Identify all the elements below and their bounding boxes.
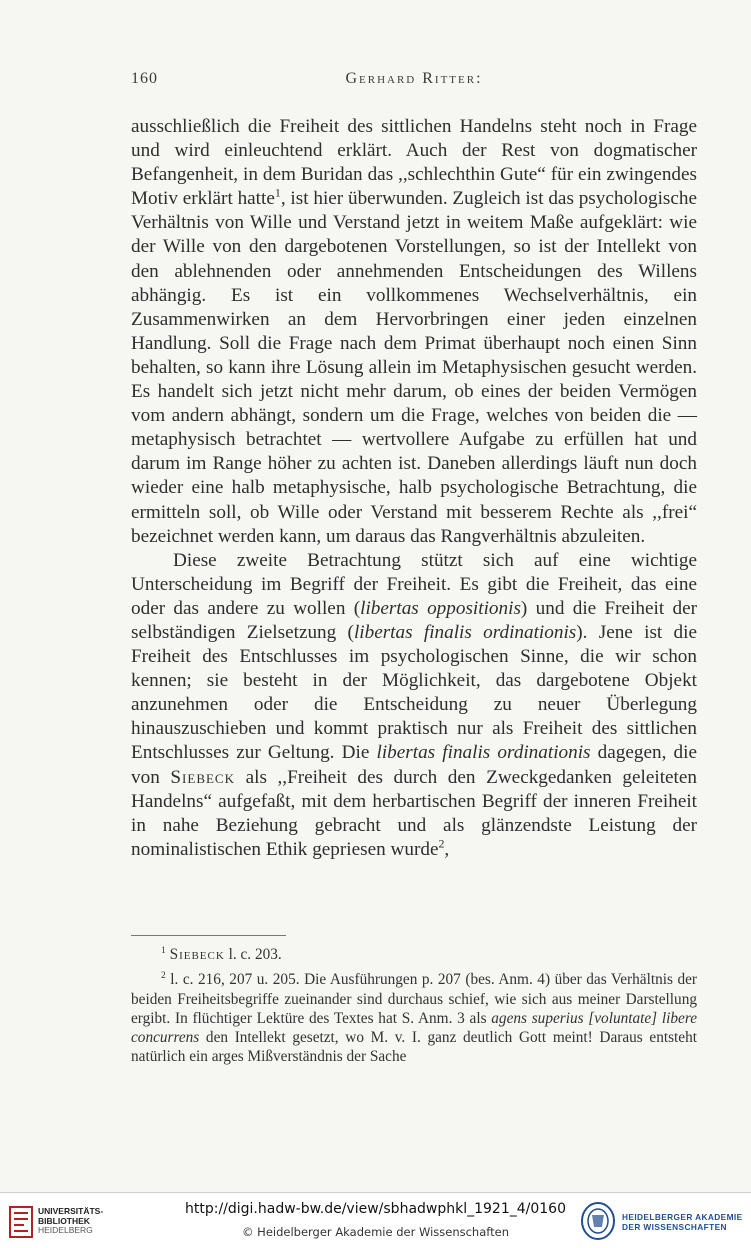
footnote-ref-2: 2 xyxy=(438,836,445,851)
running-title: Gerhard Ritter: xyxy=(345,70,483,87)
footnote-divider xyxy=(131,935,286,936)
academy-seal-icon xyxy=(580,1201,616,1241)
latin-term: libertas finalis ordinationis xyxy=(376,742,591,764)
running-head xyxy=(131,70,697,94)
copyright-notice: © Heidelberger Akademie der Wissenschaften xyxy=(242,1225,509,1239)
author-name: Siebeck xyxy=(170,766,235,788)
footnote-1: $^1$ Siebeck l. c. 203. xyxy=(161,945,282,963)
paragraph-1: ausschließlich die Freiheit des sittlichen Handelns steht noch in Frage und wird einleuchtend erklärt. Auch der Rest von dogmatischer Befangenheit, in dem Buridan das ,,schlechthin Gute“ für ein zwingendes Motiv erklärt hatte$^1$, ist hier überwunden. Zugleich ist das psychologische Verhältnis von Wille und Verstand jetzt in weitem Maße aufgeklärt: wie der Wille von den dargebotenen Vorstellungen, so ist der Intellekt von den ablehnenden oder annehmenden Entscheidungen des Willens abhängig. Es ist ein vollkommenes Wechselverhältnis, ein Zusammenwirken an dem Hervorbringen einer jeden einzelnen Handlung. Soll die Frage nach dem Primat überhaupt noch einen Sinn behalten, so kann ihre Lösung allein im Metaphysischen gesucht werden. Es handelt sich jetzt nicht mehr darum, ob eines der beiden Vermögen vom andern abhängt, sondern um die Frage, welches von beiden die — metaphysisch betrachtet — wertvollere Aufgabe zu erfüllen hat und darum im Range höher zu achten ist. Daneben allerdings läuft nun doch wieder eine halb metaphysische, halb psychologische Betrachtung, die ermitteln soll, ob Wille oder Verstand mit besserem Rechte als ,,frei“ bezeichnet werden kann, um daraus das Rangverhältnis abzuleiten. xyxy=(131,116,698,547)
page-number: 160 xyxy=(131,70,158,87)
main-text xyxy=(131,115,697,862)
footnote-2: $^2$ l. c. 216, 207 u. 205. Die Ausführungen p. 207 (bes. Anm. 4) über das Verhältnis der beiden Freiheitsbegriffe zueinander sind durchaus schief, wie sich aus meiner Darstellung ergibt. In flüchtiger Lektüre des Textes hat S. Anm. 3 als agens superius [voluntate] libere concurrens den Intellekt gesetzt, wo M. v. I. ganz deutlich Gott meint! Daraus entsteht natürlich ein arges Mißverständnis der Sache xyxy=(131,971,697,1066)
permalink-url[interactable]: http://digi.hadw-bw.de/view/sbhadwphkl_1921_4/0160 xyxy=(184,1201,566,1217)
footnotes xyxy=(131,945,697,1067)
latin-term: libertas finalis ordinationis xyxy=(353,621,577,643)
footnote-ref-1: 1 xyxy=(274,185,281,200)
viewer-footer xyxy=(0,1192,751,1248)
paragraph-2: Diese zweite Betrachtung stützt sich auf eine wichtige Unterscheidung im Begriff der Freiheit. Es gibt die Freiheit, das eine oder das andere zu wollen (libertas oppositionis) und die Freiheit der selbständigen Zielsetzung (libertas finalis ordinationis). Jene ist die Freiheit des Entschlusses im psychologischen Sinne, die wir schon kennen; sie besteht in der Möglichkeit, das dargebotene Objekt anzunehmen oder die Entscheidung zu neuer Überlegung hinauszuschieben und kommt praktisch nur als Freiheit des sittlichen Entschlusses zur Geltung. Die libertas finalis ordinationis dagegen, die von Siebeck als ,,Freiheit des durch den Zweckgedanken geleiteten Handelns“ aufgefaßt, mit dem herbartischen Begriff der inneren Freiheit in nahe Beziehung gebracht und als glänzendste Leistung der nominalistischen Ethik gepriesen wurde$^2$, xyxy=(131,549,698,860)
academy-logo[interactable]: HEIDELBERGER AKADEMIE DER WISSENSCHAFTEN xyxy=(580,1201,748,1241)
latin-term: libertas oppositionis xyxy=(360,597,521,619)
university-library-logo[interactable]: UNIVERSITÄTS- BIBLIOTHEK HEIDELBERG xyxy=(8,1205,128,1239)
